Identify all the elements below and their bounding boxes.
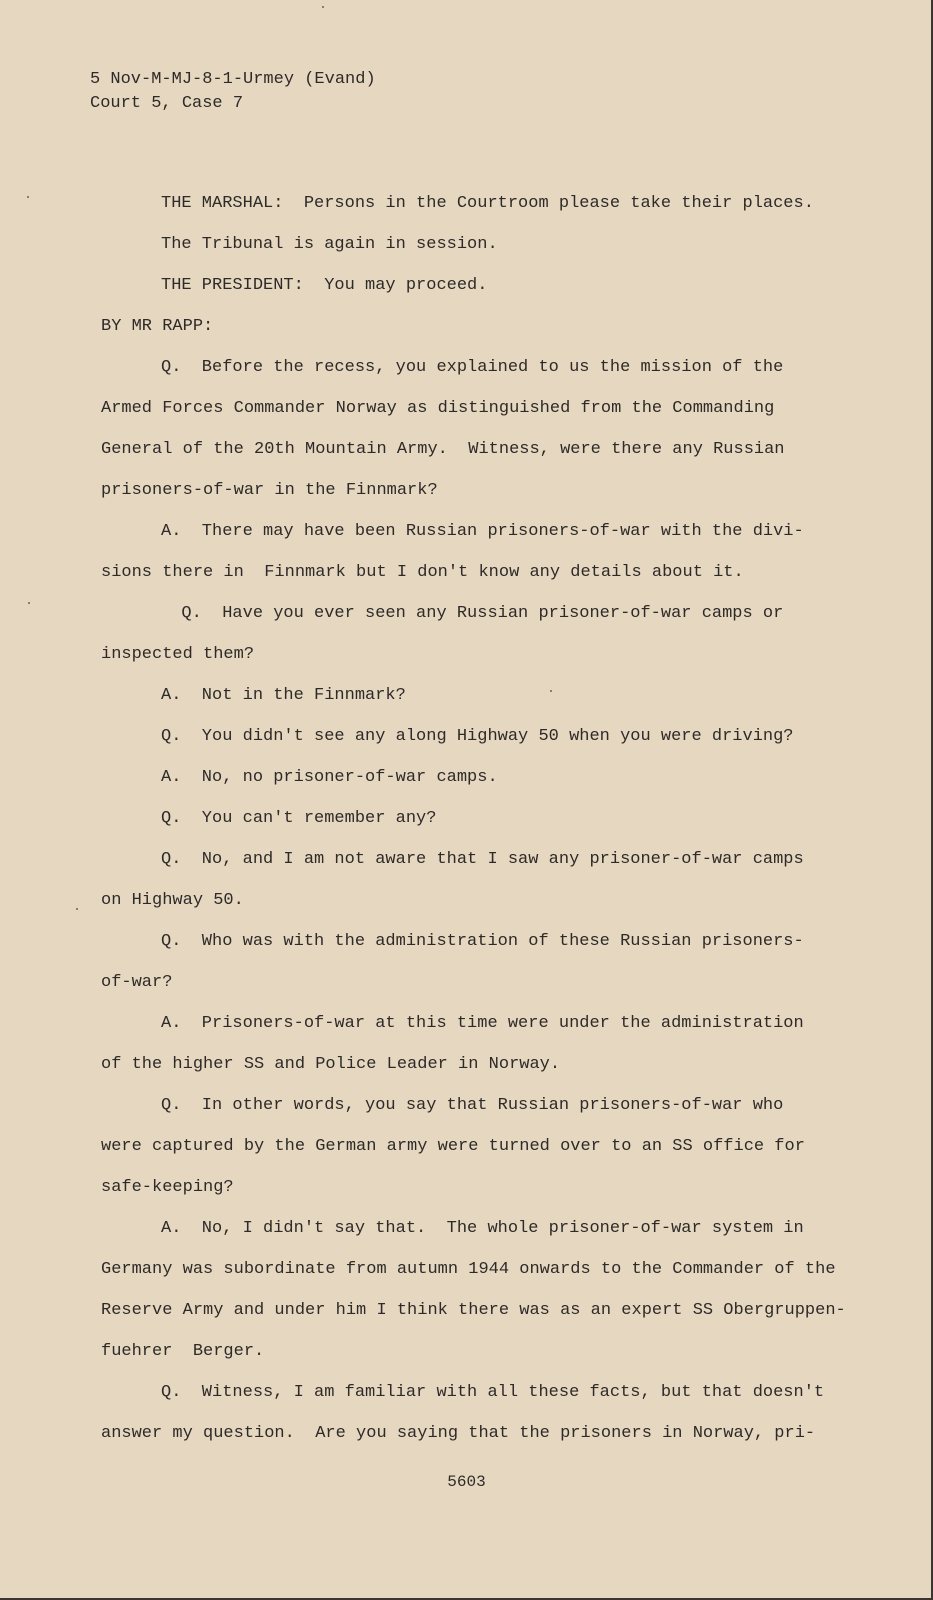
transcript-line: sions there in Finnmark but I don't know any details about it. [101,563,744,582]
transcript-line: THE MARSHAL: Persons in the Courtroom please take their places. [161,194,814,213]
transcript-line: fuehrer Berger. [101,1342,265,1361]
transcript-line: Q. Who was with the administration of these Russian prisoners- [161,932,804,951]
transcript-line: inspected them? [101,645,255,664]
transcript-line: General of the 20th Mountain Army. Witness, were there any Russian [101,440,785,459]
transcript-line: Q. Have you ever seen any Russian prisoner-of-war camps or [161,604,784,623]
paper-speck [27,196,29,198]
paper-speck [76,908,78,910]
paper-speck [322,6,324,8]
header-court-case: Court 5, Case 7 [90,94,244,113]
transcript-line: A. Prisoners-of-war at this time were under the administration [161,1014,804,1033]
transcript-line: A. No, I didn't say that. The whole prisoner-of-war system in [161,1219,804,1238]
transcript-line: A. No, no prisoner-of-war camps. [161,768,498,787]
document-header [90,68,376,116]
transcript-line: of-war? [101,973,173,992]
paper-speck [28,602,30,604]
paper-speck [550,690,552,692]
transcript-line: THE PRESIDENT: You may proceed. [161,276,488,295]
transcript-line: The Tribunal is again in session. [161,235,498,254]
transcript-line: prisoners-of-war in the Finnmark? [101,481,438,500]
transcript-line: answer my question. Are you saying that the prisoners in Norway, pri- [101,1424,816,1443]
transcript-line: on Highway 50. [101,891,244,910]
transcript-line: of the higher SS and Police Leader in Norway. [101,1055,561,1074]
transcript-line: Q. Before the recess, you explained to us the mission of the [161,358,784,377]
transcript-line: Reserve Army and under him I think there was as an expert SS Obergruppen- [101,1301,846,1320]
transcript-line: safe-keeping? [101,1178,234,1197]
header-reference: 5 Nov-M-MJ-8-1-Urmey (Evand) [90,70,376,89]
transcript-line: Germany was subordinate from autumn 1944 onwards to the Commander of the [101,1260,836,1279]
transcript-line: Q. You didn't see any along Highway 50 when you were driving? [161,727,794,746]
transcript-line: Q. No, and I am not aware that I saw any prisoner-of-war camps [161,850,804,869]
transcript-line: BY MR RAPP: [101,317,214,336]
transcript-body [101,192,861,1463]
transcript-line: Q. Witness, I am familiar with all these facts, but that doesn't [161,1383,825,1402]
page-number: 5603 [447,1473,486,1491]
transcript-line: Q. In other words, you say that Russian prisoners-of-war who [161,1096,784,1115]
transcript-line: Q. You can't remember any? [161,809,437,828]
transcript-line: Armed Forces Commander Norway as distinguished from the Commanding [101,399,775,418]
transcript-line: A. There may have been Russian prisoners-of-war with the divi- [161,522,804,541]
transcript-line: A. Not in the Finnmark? [161,686,406,705]
transcript-line: were captured by the German army were turned over to an SS office for [101,1137,805,1156]
